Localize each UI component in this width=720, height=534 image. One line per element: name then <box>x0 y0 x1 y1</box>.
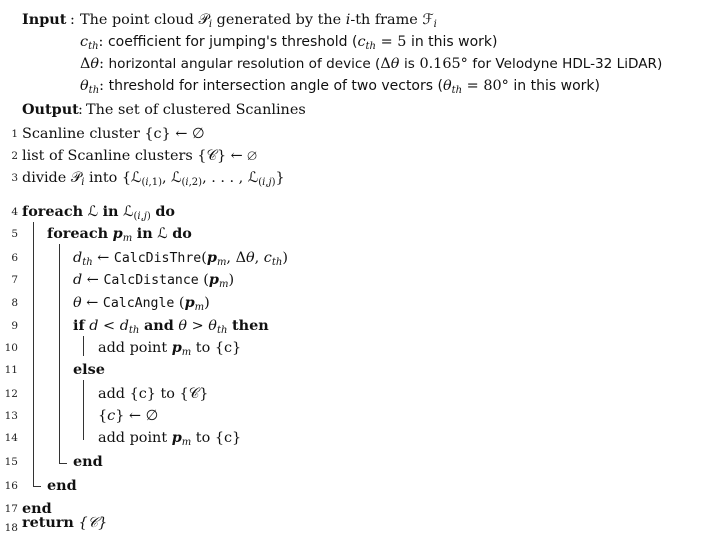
line-number: 13 <box>4 410 18 422</box>
foreach-outer-block-tick <box>33 486 41 487</box>
line-number: 3 <box>11 172 18 184</box>
input-label: Input <box>22 11 67 28</box>
code-line-3: divide 𝒫$_i$ into {ℒ$_{(i,1)}$, ℒ$_{(i,2)}$, . . . , ℒ$_{(i,j)}$} <box>22 170 285 188</box>
input-colon: : <box>70 12 75 28</box>
input-line-thetath: $\theta_{th}$: threshold for intersection angle of two vectors ($\theta_{th} = 80^\circ$ in this work) <box>80 78 600 96</box>
code-line-15: end <box>73 453 103 470</box>
line-number: 16 <box>4 480 18 492</box>
code-line-18: return {𝒞} <box>22 514 108 531</box>
code-line-9: if $d < d_{th}$ and $\theta > \theta_{th}$ then <box>73 317 269 336</box>
line-number: 1 <box>11 128 18 140</box>
foreach-inner-block-tick <box>59 463 67 464</box>
output-colon: : <box>78 102 83 118</box>
line-number: 4 <box>11 206 18 218</box>
line-number: 6 <box>11 252 18 264</box>
line-number: 8 <box>11 297 18 309</box>
line-number: 5 <box>11 228 18 240</box>
line-number: 10 <box>4 342 18 354</box>
input-line-dtheta: Δθ: horizontal angular resolution of device (Δθ is 0.165° for Velodyne HDL-32 LiDAR) <box>80 56 663 72</box>
code-line-17: end <box>22 500 52 517</box>
else-block-rule <box>83 380 84 440</box>
line-number: 14 <box>4 432 18 444</box>
code-line-16: end <box>47 477 77 494</box>
code-line-5: foreach $p_m$ in ℒ do <box>47 225 192 244</box>
code-line-6: $d_{th}$ ← $CalcDisThre(p_m$, Δθ, $c_{th}$) <box>73 249 288 268</box>
output-text: The set of clustered Scanlines <box>86 102 306 118</box>
code-line-13: {c} ← ∅ <box>98 408 159 424</box>
line-number: 15 <box>4 456 18 468</box>
line-number: 2 <box>11 150 18 162</box>
code-line-12: add {c} to {𝒞} <box>98 386 209 402</box>
code-line-8: θ ← CalcAngle $(p_m)$ <box>73 294 210 313</box>
line-number: 12 <box>4 388 18 400</box>
if-block-rule <box>83 336 84 356</box>
code-line-10: add point $p_m$ to {c} <box>98 339 242 358</box>
output-label: Output <box>22 101 79 118</box>
line-number: 17 <box>4 503 18 515</box>
input-line-pointcloud: The point cloud 𝒫$_i$ generated by the i-th frame ℱ$_i$ <box>80 12 437 30</box>
code-line-14: add point $p_m$ to {c} <box>98 429 242 448</box>
foreach-outer-block-rule <box>33 222 34 486</box>
code-line-1: Scanline cluster {c} ← ∅ <box>22 126 205 142</box>
foreach-inner-block-rule <box>59 244 60 463</box>
line-number: 7 <box>11 274 18 286</box>
code-line-11: else <box>73 361 105 378</box>
code-line-2: list of Scanline clusters {𝒞} ← ∅ <box>22 148 257 164</box>
line-number: 11 <box>4 364 18 376</box>
line-number: 9 <box>11 320 18 332</box>
input-line-cth: $c_{th}$: coefficient for jumping's threshold ($c_{th} = 5$ in this work) <box>80 34 498 52</box>
code-line-4: foreach ℒ in ℒ$_{(i,j)}$ do <box>22 203 176 222</box>
code-line-7: d ← CalcDistance $(p_m)$ <box>73 271 235 290</box>
line-number: 18 <box>4 522 18 534</box>
